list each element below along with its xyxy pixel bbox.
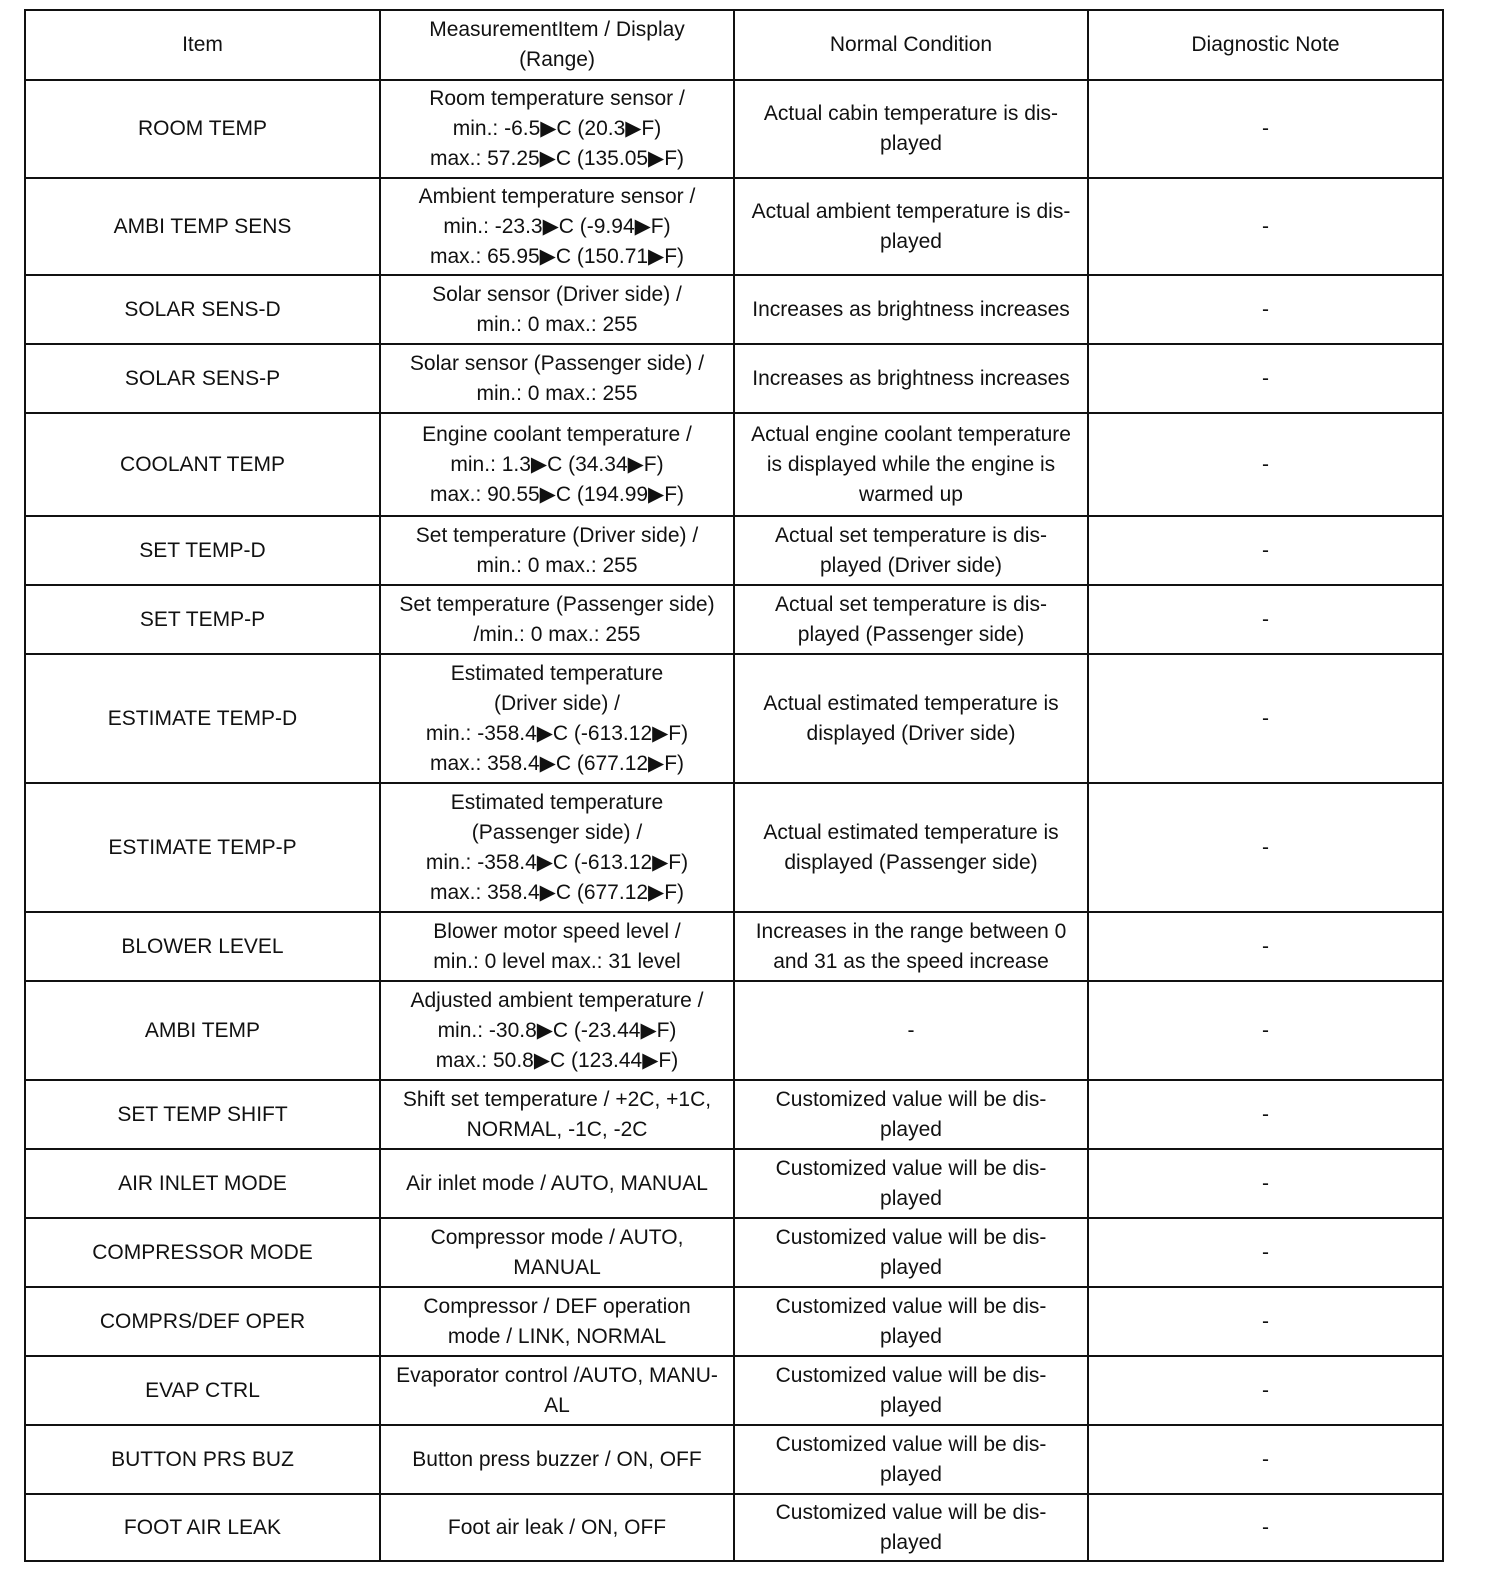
normal-condition-cell [734, 1080, 1088, 1149]
item-cell: COMPRESSOR MODE [25, 1218, 380, 1287]
item-cell: FOOT AIR LEAK [25, 1494, 380, 1561]
normal-condition-cell [734, 1494, 1088, 1561]
measurement-cell [380, 1494, 734, 1561]
header-text-line: MeasurementItem / Display [429, 18, 685, 41]
item-cell: BUTTON PRS BUZ [25, 1425, 380, 1494]
table-row [25, 783, 1443, 912]
normal-condition-line: Customized value will be dis- [775, 1156, 1047, 1180]
normal-condition-line: Actual set temperature is dis- [775, 592, 1047, 616]
measurement-cell [380, 413, 734, 516]
measurement-cell [380, 1149, 734, 1218]
diagnostic-note-cell: - [1088, 1494, 1443, 1561]
measurement-cell [380, 1356, 734, 1425]
header-text-line: (Range) [519, 48, 595, 71]
diagnostic-note-cell: - [1088, 80, 1443, 178]
measurement-cell [380, 344, 734, 413]
header-text-line: Item [182, 33, 223, 56]
measurement-line: Estimated temperature [450, 790, 664, 814]
item-cell: SOLAR SENS-P [25, 344, 380, 413]
normal-condition-line: played (Passenger side) [797, 622, 1025, 646]
measurement-cell [380, 1080, 734, 1149]
diagnostic-note-cell: - [1088, 1080, 1443, 1149]
table-row [25, 1287, 1443, 1356]
measurement-line: min.: -358.4▶C (-613.12▶F) [425, 850, 689, 874]
measurement-line: max.: 358.4▶C (677.12▶F) [429, 751, 685, 775]
diagnostic-note-cell: - [1088, 413, 1443, 516]
normal-condition-line: played [880, 1324, 942, 1348]
normal-condition-line: displayed (Passenger side) [784, 850, 1038, 874]
measurement-line: Button press buzzer / ON, OFF [412, 1447, 702, 1471]
measurement-line: min.: -6.5▶C (20.3▶F) [452, 117, 662, 140]
normal-condition-line: played [880, 1393, 942, 1417]
item-cell: AMBI TEMP [25, 981, 380, 1080]
normal-condition-cell [734, 178, 1088, 275]
measurement-line: NORMAL, -1C, -2C [466, 1117, 648, 1141]
measurement-cell [380, 275, 734, 344]
table-row [25, 981, 1443, 1080]
header-normal-condition [734, 10, 1088, 80]
normal-condition-cell [734, 585, 1088, 654]
header-text-line: Diagnostic Note [1191, 33, 1340, 56]
normal-condition-cell [734, 783, 1088, 912]
measurement-line: Air inlet mode / AUTO, MANUAL [406, 1171, 708, 1195]
normal-condition-line: played [880, 1462, 942, 1486]
measurement-line: max.: 57.25▶C (135.05▶F) [429, 147, 685, 170]
measurement-line: Compressor mode / AUTO, [430, 1225, 684, 1249]
table-row [25, 1356, 1443, 1425]
table-row [25, 912, 1443, 981]
table-row [25, 80, 1443, 178]
item-cell: AMBI TEMP SENS [25, 178, 380, 275]
table-row [25, 516, 1443, 585]
measurement-line: /min.: 0 max.: 255 [473, 622, 641, 646]
normal-condition-cell [734, 1218, 1088, 1287]
normal-condition-cell [734, 912, 1088, 981]
diagnostic-note-cell: - [1088, 275, 1443, 344]
normal-condition-line: played [880, 1255, 942, 1279]
measurement-cell [380, 981, 734, 1080]
table-body [25, 80, 1443, 1561]
header-item [25, 10, 380, 80]
normal-condition-line: Customized value will be dis- [775, 1087, 1047, 1111]
normal-condition-line: played [880, 132, 942, 155]
normal-condition-line: Actual estimated temperature is [763, 691, 1059, 715]
diagnostic-note-cell: - [1088, 1356, 1443, 1425]
normal-condition-line: is displayed while the engine is [766, 452, 1056, 476]
table-row [25, 585, 1443, 654]
measurement-line: Room temperature sensor / [429, 87, 685, 110]
diagnostic-note-cell: - [1088, 1218, 1443, 1287]
normal-condition-line: Customized value will be dis- [775, 1432, 1047, 1456]
measurement-line: MANUAL [513, 1255, 601, 1279]
table-row [25, 413, 1443, 516]
normal-condition-cell [734, 1356, 1088, 1425]
table-row [25, 654, 1443, 783]
measurement-line: (Passenger side) / [471, 820, 643, 844]
table-row [25, 344, 1443, 413]
normal-condition-line: Customized value will be dis- [775, 1363, 1047, 1387]
measurement-line: Solar sensor (Passenger side) / [409, 351, 705, 375]
measurement-line: Adjusted ambient temperature / [410, 988, 704, 1012]
item-cell: ROOM TEMP [25, 80, 380, 178]
measurement-line: max.: 50.8▶C (123.44▶F) [435, 1048, 679, 1072]
header-row [25, 10, 1443, 80]
measurement-line: min.: 0 max.: 255 [476, 381, 638, 405]
normal-condition-cell [734, 516, 1088, 585]
diagnostic-note-cell: - [1088, 178, 1443, 275]
measurement-line: Evaporator control /AUTO, MANU- [396, 1363, 718, 1387]
normal-condition-cell [734, 275, 1088, 344]
normal-condition-line: Customized value will be dis- [775, 1225, 1047, 1249]
header-measurement [380, 10, 734, 80]
diagnostic-note-cell: - [1088, 981, 1443, 1080]
diagnostic-note-cell: - [1088, 1287, 1443, 1356]
measurement-line: max.: 65.95▶C (150.71▶F) [429, 244, 685, 268]
normal-condition-cell [734, 1425, 1088, 1494]
item-cell: SET TEMP-P [25, 585, 380, 654]
measurement-line: Foot air leak / ON, OFF [447, 1515, 667, 1539]
diagnostic-note-cell: - [1088, 783, 1443, 912]
normal-condition-cell [734, 981, 1088, 1080]
normal-condition-line: warmed up [859, 482, 963, 506]
normal-condition-cell [734, 1287, 1088, 1356]
measurement-line: Ambient temperature sensor / [418, 184, 696, 208]
item-cell: SOLAR SENS-D [25, 275, 380, 344]
measurement-line: Compressor / DEF operation [423, 1294, 691, 1318]
measurement-line: Set temperature (Driver side) / [415, 523, 699, 547]
data-table [24, 9, 1444, 1562]
diagnostic-note-cell: - [1088, 654, 1443, 783]
diagnostic-note-cell: - [1088, 344, 1443, 413]
measurement-line: Engine coolant temperature / [422, 422, 692, 446]
diagnostic-note-cell: - [1088, 912, 1443, 981]
measurement-cell [380, 1425, 734, 1494]
item-cell: ESTIMATE TEMP-P [25, 783, 380, 912]
normal-condition-line: played [880, 1530, 942, 1554]
measurement-line: AL [544, 1393, 570, 1417]
measurement-line: max.: 358.4▶C (677.12▶F) [429, 880, 685, 904]
item-cell: BLOWER LEVEL [25, 912, 380, 981]
measurement-line: min.: -23.3▶C (-9.94▶F) [443, 214, 671, 238]
measurement-line: Blower motor speed level / [433, 919, 681, 943]
item-cell: COMPRS/DEF OPER [25, 1287, 380, 1356]
measurement-cell [380, 912, 734, 981]
measurement-cell [380, 516, 734, 585]
measurement-cell [380, 1218, 734, 1287]
normal-condition-line: Actual ambient temperature is dis- [751, 199, 1071, 223]
table-row [25, 275, 1443, 344]
header-diagnostic-note [1088, 10, 1443, 80]
normal-condition-line: played [880, 229, 942, 253]
data-table-sheet [24, 9, 1442, 1562]
header-text-line: Normal Condition [829, 33, 993, 56]
table-row [25, 1080, 1443, 1149]
normal-condition-line: Actual set temperature is dis- [775, 523, 1047, 547]
normal-condition-cell [734, 1149, 1088, 1218]
normal-condition-cell [734, 80, 1088, 178]
measurement-cell [380, 654, 734, 783]
normal-condition-line: Customized value will be dis- [775, 1294, 1047, 1318]
measurement-line: Shift set temperature / +2C, +1C, [402, 1087, 712, 1111]
table-row [25, 1149, 1443, 1218]
measurement-cell [380, 783, 734, 912]
normal-condition-cell [734, 344, 1088, 413]
normal-condition-line: Actual estimated temperature is [763, 820, 1059, 844]
table-row [25, 1218, 1443, 1287]
normal-condition-cell [734, 413, 1088, 516]
normal-condition-line: displayed (Driver side) [806, 721, 1016, 745]
item-cell: SET TEMP-D [25, 516, 380, 585]
normal-condition-line: Increases as brightness increases [752, 366, 1070, 390]
diagnostic-note-cell: - [1088, 1149, 1443, 1218]
table-row [25, 1425, 1443, 1494]
normal-condition-cell [734, 654, 1088, 783]
measurement-line: Solar sensor (Driver side) / [432, 282, 682, 306]
measurement-line: min.: 1.3▶C (34.34▶F) [450, 452, 664, 476]
normal-condition-line: played [880, 1117, 942, 1141]
measurement-line: (Driver side) / [493, 691, 620, 715]
measurement-line: min.: -358.4▶C (-613.12▶F) [425, 721, 689, 745]
item-cell: AIR INLET MODE [25, 1149, 380, 1218]
measurement-cell [380, 1287, 734, 1356]
measurement-cell [380, 585, 734, 654]
measurement-line: Estimated temperature [450, 661, 664, 685]
normal-condition-line: played [880, 1186, 942, 1210]
measurement-cell [380, 80, 734, 178]
measurement-line: max.: 90.55▶C (194.99▶F) [429, 482, 685, 506]
normal-condition-line: Increases as brightness increases [752, 297, 1070, 321]
diagnostic-note-cell: - [1088, 516, 1443, 585]
normal-condition-line: - [907, 1018, 915, 1042]
item-cell: EVAP CTRL [25, 1356, 380, 1425]
item-cell: COOLANT TEMP [25, 413, 380, 516]
normal-condition-line: Increases in the range between 0 [755, 919, 1067, 943]
measurement-line: min.: 0 max.: 255 [476, 312, 638, 336]
table-row [25, 178, 1443, 275]
measurement-line: min.: -30.8▶C (-23.44▶F) [437, 1018, 677, 1042]
measurement-line: min.: 0 max.: 255 [476, 553, 638, 577]
measurement-line: Set temperature (Passenger side) [399, 592, 715, 616]
measurement-line: min.: 0 level max.: 31 level [433, 949, 681, 973]
normal-condition-line: Customized value will be dis- [775, 1500, 1047, 1524]
table-row [25, 1494, 1443, 1561]
normal-condition-line: and 31 as the speed increase [773, 949, 1049, 973]
item-cell: ESTIMATE TEMP-D [25, 654, 380, 783]
measurement-line: mode / LINK, NORMAL [447, 1324, 667, 1348]
normal-condition-line: played (Driver side) [819, 553, 1003, 577]
measurement-cell [380, 178, 734, 275]
normal-condition-line: Actual cabin temperature is dis- [763, 102, 1059, 125]
normal-condition-line: Actual engine coolant temperature [751, 422, 1071, 446]
diagnostic-note-cell: - [1088, 1425, 1443, 1494]
item-cell: SET TEMP SHIFT [25, 1080, 380, 1149]
diagnostic-note-cell: - [1088, 585, 1443, 654]
